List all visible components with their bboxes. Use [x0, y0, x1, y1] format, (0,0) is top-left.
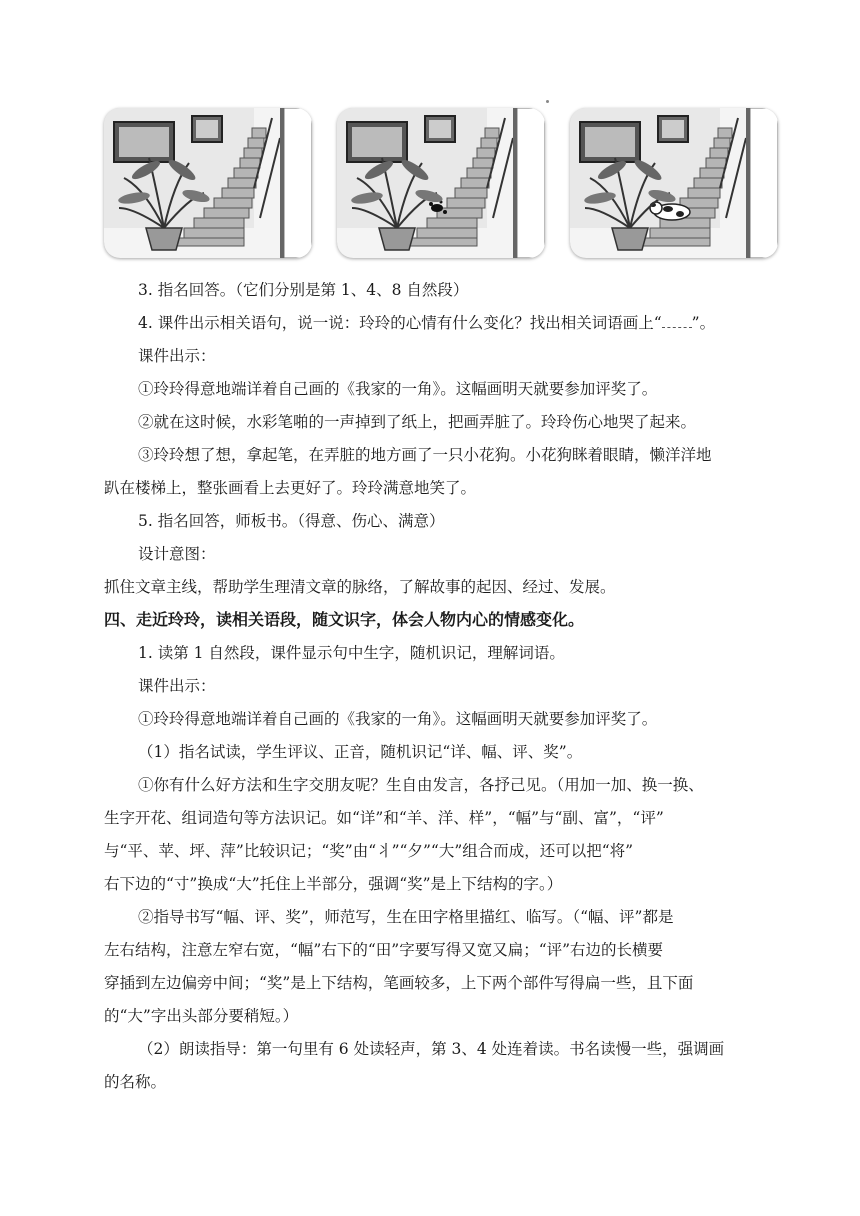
method-line-1: ①你有什么好方法和生字交朋友呢？生自由发言，各抒己见。（用加一加、换一换、 [138, 776, 704, 794]
quote-sentence-repeat: ①玲玲得意地端详着自己画的《我家的一角》。这幅画明天就要参加评奖了。 [138, 710, 658, 728]
step-1-line: 1. 读第 1 自然段，课件显示句中生字，随机识记，理解词语。 [138, 644, 565, 662]
step-4-text: 4. 课件出示相关语句，说一说：玲玲的心情有什么变化？找出相关词语画上“ [138, 314, 662, 332]
step-4-line [138, 313, 715, 333]
illustration-staircase-stain [337, 108, 545, 258]
design-intent-text: 抓住文章主线，帮助学生理清文章的脉络，了解故事的起因、经过、发展。 [104, 578, 616, 596]
reading-line-2: 的名称。 [104, 1073, 167, 1091]
section-heading-4: 四、走近玲玲，读相关语段，随文识字，体会人物内心的情感变化。 [104, 610, 585, 629]
quote-sentence-3: ③玲玲想了想，拿起笔，在弄脏的地方画了一只小花狗。小花狗眯着眼睛，懒洋洋地 [138, 446, 712, 464]
illustration-row [104, 108, 780, 264]
substep-1-line: （1）指名试读，学生评议、正音，随机识记“详、幅、评、奖”。 [138, 743, 583, 761]
reading-line-1: （2）朗读指导：第一句里有 6 处读轻声，第 3、4 处连着读。书名读慢一些，强调画 [138, 1040, 725, 1058]
quote-sentence-2: ②就在这时候，水彩笔啪的一声掉到了纸上，把画弄脏了。玲玲伤心地哭了起来。 [138, 413, 697, 431]
step-3-line: 3. 指名回答。（它们分别是第 1、4、8 自然段） [138, 281, 469, 299]
method-line-3: 与“平、苹、坪、萍”比较识记；“奖”由“丬”“夕”“大”组合而成，还可以把“将” [104, 842, 634, 860]
courseware-label: 课件出示： [138, 347, 216, 365]
method-line-2: 生字开花、组词造句等方法识记。如“详”和“羊、洋、样”，“幅”与“副、富”，“评” [104, 809, 664, 827]
design-intent-label: 设计意图： [138, 545, 216, 563]
writing-line-1: ②指导书写“幅、评、奖”，师范写，生在田字格里描红、临写。（“幅、评”都是 [138, 908, 674, 926]
writing-line-2: 左右结构，注意左窄右宽，“幅”右下的“田”字要写得又宽又扁；“评”右边的长横要 [104, 941, 664, 959]
illustration-staircase-plain [104, 108, 312, 258]
method-line-4: 右下边的“寸”换成“大”托住上半部分，强调“奖”是上下结构的字。） [104, 875, 563, 893]
quote-sentence-1: ①玲玲得意地端详着自己画的《我家的一角》。这幅画明天就要参加评奖了。 [138, 380, 658, 398]
writing-line-3: 穿插到左边偏旁中间；“奖”是上下结构，笔画较多，上下两个部件写得扁一些，且下面 [104, 974, 694, 992]
step-5-line: 5. 指名回答，师板书。（得意、伤心、满意） [138, 512, 445, 530]
stray-mark [546, 100, 549, 103]
step-4-text-end: ”。 [691, 314, 716, 332]
illustration-staircase-dog [570, 108, 778, 258]
courseware-label-2: 课件出示： [138, 677, 216, 695]
underline-blank [662, 315, 692, 328]
writing-line-4: 的“大”字出头部分要稍短。） [104, 1007, 299, 1025]
quote-sentence-3-cont: 趴在楼梯上，整张画看上去更好了。玲玲满意地笑了。 [104, 479, 477, 497]
